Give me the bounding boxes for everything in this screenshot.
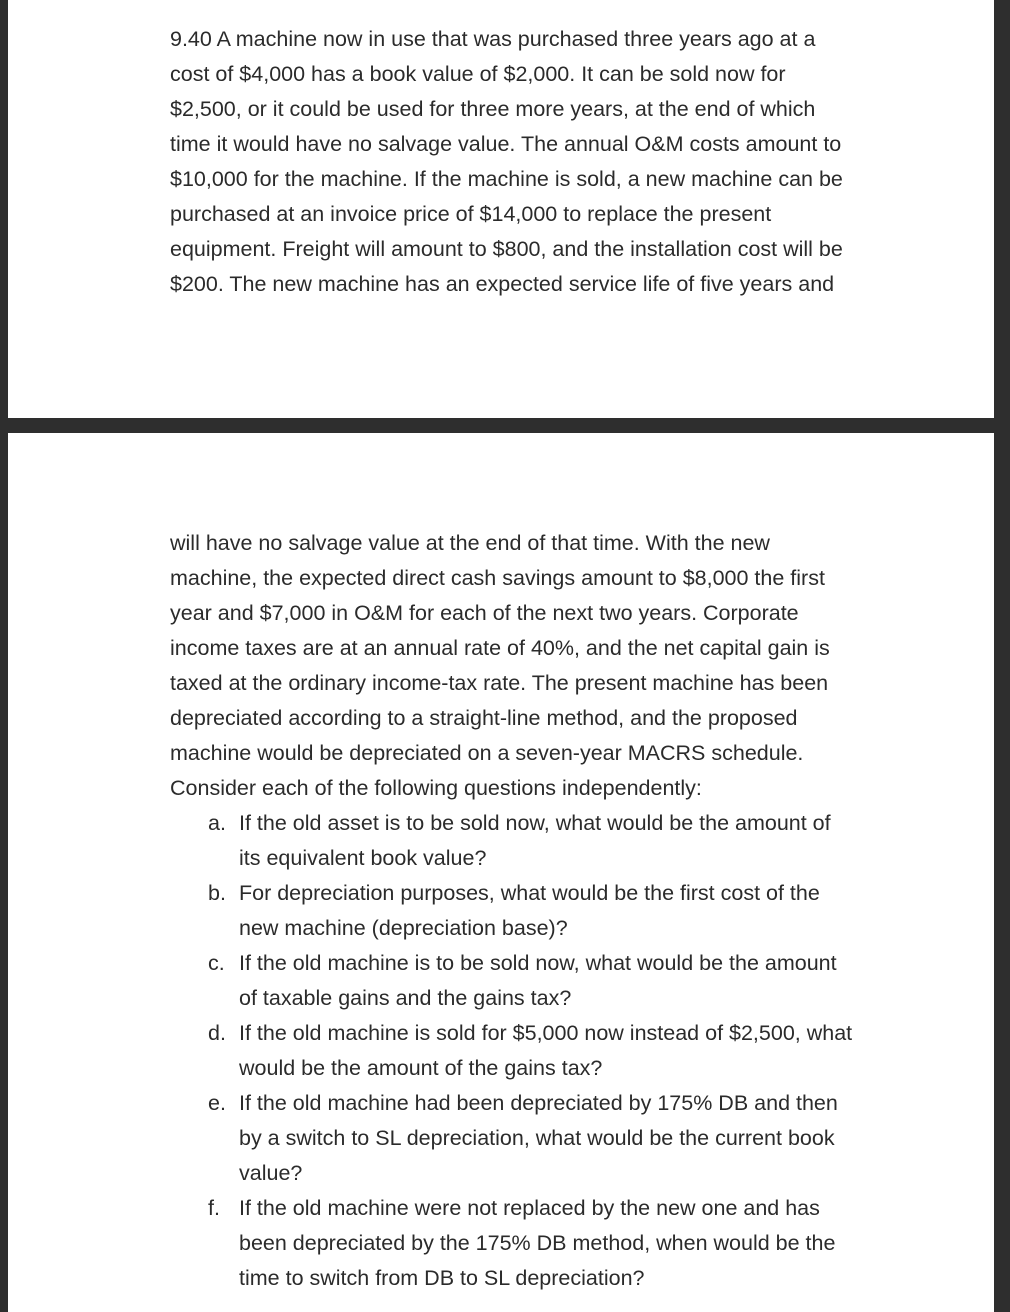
- question-a: [170, 806, 950, 876]
- question-line: time to switch from DB to SL depreciation?: [239, 1266, 645, 1290]
- question-line: of taxable gains and the gains tax?: [239, 986, 572, 1010]
- text-line: Consider each of the following questions independently:: [170, 776, 702, 800]
- text-line: $2,500, or it could be used for three more years, at the end of which: [170, 97, 816, 121]
- text-line: taxed at the ordinary income-tax rate. The present machine has been: [170, 671, 829, 695]
- question-line: value?: [239, 1161, 303, 1185]
- question-b: [170, 876, 950, 946]
- question-marker: b.: [208, 881, 226, 905]
- question-line: would be the amount of the gains tax?: [239, 1056, 603, 1080]
- text-line: depreciated according to a straight-line method, and the proposed: [170, 706, 798, 730]
- question-line: If the old machine were not replaced by the new one and has: [239, 1196, 820, 1220]
- text-line: equipment. Freight will amount to $800, and the installation cost will be: [170, 237, 843, 261]
- question-f: [170, 1191, 950, 1296]
- text-line: cost of $4,000 has a book value of $2,000. It can be sold now for: [170, 62, 786, 86]
- question-d: [170, 1016, 950, 1086]
- problem-statement-part-2: [170, 526, 930, 806]
- text-line: $200. The new machine has an expected service life of five years and: [170, 272, 835, 296]
- text-line: 9.40 A machine now in use that was purchased three years ago at a: [170, 27, 816, 51]
- question-line: For depreciation purposes, what would be the first cost of the: [239, 881, 820, 905]
- question-marker: a.: [208, 811, 226, 835]
- problem-statement-part-1: [170, 22, 930, 302]
- question-marker: c.: [208, 951, 225, 975]
- text-line: will have no salvage value at the end of that time. With the new: [170, 531, 770, 555]
- page-section-1: [8, 0, 994, 418]
- question-line: If the old machine is to be sold now, what would be the amount: [239, 951, 837, 975]
- question-line: new machine (depreciation base)?: [239, 916, 568, 940]
- text-line: year and $7,000 in O&M for each of the next two years. Corporate: [170, 601, 799, 625]
- text-line: income taxes are at an annual rate of 40%, and the net capital gain is: [170, 636, 830, 660]
- page-section-2: [8, 433, 994, 1312]
- question-c: [170, 946, 950, 1016]
- question-marker: d.: [208, 1021, 226, 1045]
- question-marker: e.: [208, 1091, 226, 1115]
- question-line: been depreciated by the 175% DB method, when would be the: [239, 1231, 836, 1255]
- question-e: [170, 1086, 950, 1191]
- question-line: If the old machine had been depreciated by 175% DB and then: [239, 1091, 838, 1115]
- text-line: purchased at an invoice price of $14,000 to replace the present: [170, 202, 772, 226]
- question-line: by a switch to SL depreciation, what would be the current book: [239, 1126, 835, 1150]
- question-list: [170, 806, 950, 1296]
- text-line: time it would have no salvage value. The annual O&M costs amount to: [170, 132, 842, 156]
- text-line: machine, the expected direct cash savings amount to $8,000 the first: [170, 566, 825, 590]
- question-line: If the old machine is sold for $5,000 now instead of $2,500, what: [239, 1021, 853, 1045]
- text-line: machine would be depreciated on a seven-year MACRS schedule.: [170, 741, 804, 765]
- text-line: $10,000 for the machine. If the machine is sold, a new machine can be: [170, 167, 843, 191]
- question-marker: f.: [208, 1196, 220, 1220]
- question-line: If the old asset is to be sold now, what would be the amount of: [239, 811, 831, 835]
- question-line: its equivalent book value?: [239, 846, 487, 870]
